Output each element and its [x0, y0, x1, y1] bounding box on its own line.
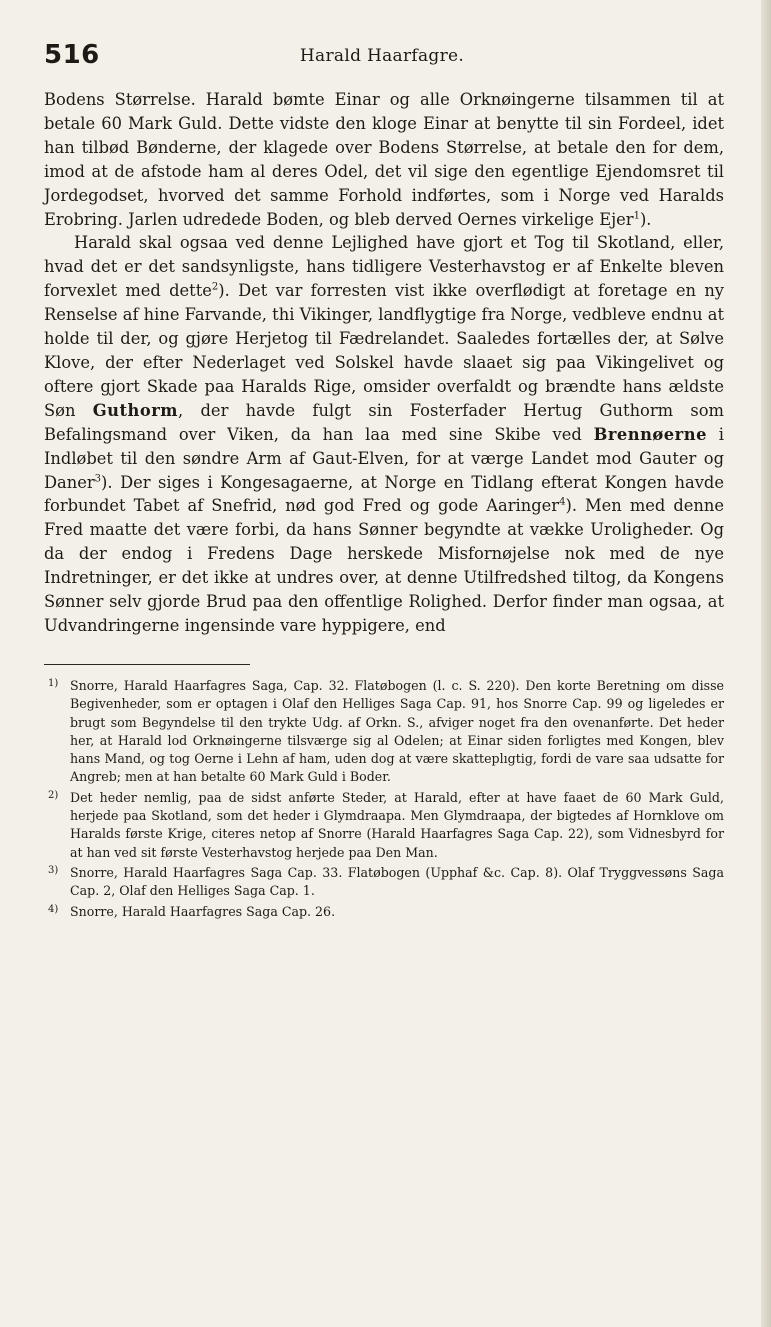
footnote-mark: 1) — [48, 678, 59, 689]
paragraph-text: , der havde fulgt sin Fosterfader Hertug Guthorm som Befalingsmand over Viken, da han laa med sine Skibe ved — [44, 400, 724, 444]
footnote — [44, 677, 724, 787]
footnote — [44, 864, 724, 901]
footnotes — [44, 677, 724, 923]
page-edge — [761, 0, 771, 1327]
footnote-text: Snorre, Harald Haarfagres Saga, Cap. 32. Flatøbogen (l. c. S. 220). Den korte Beretning om disse Begivenheder, som er optagen i Olaf den Helliges Saga Cap. 91, hos Snorre Cap. 99 og ligeledes er brugt som Begyndelse til den trykte Udg. af Orkn. S., afviger noget fra den ovenanførte. Det heder her, at Harald lod Orknøingerne tilsværge sig al Odelen; at Einar siden forligtes med Kongen, blev hans Mand, og tog Oerne i Lehn af ham, uden dog at være skatteplıgtig, fordi de vare saa udsatte for Angreb; men at han betalte 60 Mark Guld i Boder. — [70, 678, 724, 785]
page-number: 516 — [44, 40, 100, 70]
paragraph-text: . Men med denne Fred maatte det være forbi, da hans Sønner begyndte at vække Uroligheder. Og da der endog i Fredens Dage herskede Misfornøjelse nok med de nye Indretninger, er det ikke at undres over, at denne Utilfredshed tiltog, da Kongens Sønner selv gjorde Brud paa den offentlige Rolighed. Derfor finder man ogsaa, at Udvandringerne ingensinde vare hyppigere, end — [44, 496, 724, 635]
footnote-text: Snorre, Harald Haarfagres Saga Cap. 26. — [70, 903, 336, 919]
paragraph-text: i Indløbet til den søndre Arm af Gaut-Elven, for at værge Landet mod Gauter og Daner — [44, 424, 724, 492]
paragraph: Bodens Størrelse. Harald bømte Einar og alle Orknøingerne tilsammen til at betale 60 Mark Guld. Dette vidste den kloge Einar at benytte til sin Fordeel, idet han tilbød Bønderne, der klagede over Bodens Størrelse, at betale den for dem, imod at de afstode ham al deres Odel, det vil sige den egentlige Ejendomsret til Jordegodset, hvorved det samme Forhold indførtes, som i Norge ved Haralds Erobring. Jarlen udredede Boden, og bleb derved Oernes virkelige Ejer$^1$). — [44, 90, 724, 229]
paragraph-text: . Der siges i Kongesagaerne, at Norge en Tidlang efterat Kongen havde forbundet Tabet af Snefrid, nød god Fred og gode Aaringer — [44, 472, 724, 516]
footnote-divider — [44, 664, 250, 665]
footnote-text: Snorre, Harald Haarfagres Saga Cap. 33. Flatøbogen (Upphaf &c. Cap. 8). Olaf Tryggvessøns Saga Cap. 2, Olaf den Helliges Saga Cap. 1. — [70, 864, 724, 899]
running-head: Harald Haarfagre. — [299, 46, 465, 66]
footnote-mark: 3) — [48, 864, 59, 876]
footnote-text: Det heder nemlig, paa de sidst anførte Steder, at Harald, efter at have faaet de 60 Mark Guld, herjede paa Skotland, som det heder i Glymdraapa. Men Glymdraapa, der bigtedes af Hornklove om Haralds første Krige, citeres netop af Snorre (Harald Haarfagres Saga Cap. 22), som Vidnesbyrd for at han ved sit første Vesterhavstog herjede paa Den Man. — [70, 789, 724, 860]
footnote-ref: 2 — [211, 281, 219, 293]
paragraph-text: Bodens Størrelse. Harald bømte Einar og alle Orknøingerne tilsammen til at betale 60 Mark Guld. Dette vidste den kloge Einar at benytte til sin Fordeel, idet han tilbød Bønderne, der klagede over Bodens Størrelse, at betale den for dem, imod at de afstode ham al deres Odel, det vil sige den egentlige Ejendomsret til Jordegodset, hvorved det samme Forhold indførtes, som i Norge ved Haralds Erobring. Jarlen udredede Boden, og bleb derved Oernes virkelige Ejer — [44, 90, 724, 229]
emphasized-name: Guthorm — [92, 400, 179, 420]
emphasized-name: Brennøerne — [593, 424, 707, 444]
footnote — [44, 789, 724, 862]
footnote-ref: 1 — [633, 210, 640, 222]
page-header — [44, 40, 720, 74]
footnote — [44, 903, 724, 921]
paragraph-text: . Det var forresten vist ikke overflødigt at foretage en ny Renselse af hine Farvande, thi Vikinger, landflygtige fra Norge, vedbleve endnu at holde til der, og gjøre Herjetog til Fædrelandet. Saaledes fortælles der, at Sølve Klove, der efter Nederlaget ved Solskel havde slaaet sig paa Vikingelivet og oftere gjort Skade paa Haralds Rige, omsider overfaldt og brændte hans ældste Søn — [44, 281, 724, 420]
footnote-ref: 3 — [94, 473, 102, 485]
paragraph-text: Harald skal ogsaa ved denne Lejlighed have gjort et Tog til Skotland, eller, hvad det er det sandsynligste, hans tidligere Vesterhavstog er af Enkelte bleven forvexlet med dette — [44, 233, 724, 301]
footnote-mark: 2) — [48, 789, 59, 801]
footnote-mark: 4) — [48, 903, 59, 915]
paragraph: Harald skal ogsaa ved denne Lejlighed have gjort et Tog til Skotland, eller, hvad det er det sandsynligste, hans tidligere Vesterhavstog er af Enkelte bleven forvexlet med dette$^2$). Det var forresten vist ikke overflødigt at foretage en ny Renselse af hine Farvande, thi Vikinger, landflygtige fra Norge, vedbleve endnu at holde til der, og gjøre Herjetog til Fædrelandet. Saaledes fortælles der, at Sølve Klove, der efter Nederlaget ved Solskel havde slaaet sig paa Vikingelivet og oftere gjort Skade paa Haralds Rige, omsider overfaldt og brændte hans ældste Søn Guthorm, der havde fulgt sin Fosterfader Hertug Guthorm som Befalingsmand over Viken, da han laa med sine Skibe ved Brennøerne i Indløbet til den søndre Arm af Gaut-Elven, for at værge Landet mod Gauter og Daner$^3$). Der siges i Kongesagaerne, at Norge en Tidlang efterat Kongen havde forbundet Tabet af Snefrid, nød god Fred og gode Aaringer$^4$). Men med denne Fred maatte det være forbi, da hans Sønner begyndte at vække Uroligheder. Og da der endog i Fredens Dage herskede Misfornøjelse nok med de nye Indretninger, er det ikke at undres over, at denne Utilfredshed tiltog, da Kongens Sønner selv gjorde Brud paa den offentlige Rolighed. Derfor finder man ogsaa, at Udvandringerne ingensinde vare hyppigere, end — [44, 233, 724, 635]
footnote-ref: 4 — [559, 496, 566, 508]
main-text — [44, 88, 724, 638]
